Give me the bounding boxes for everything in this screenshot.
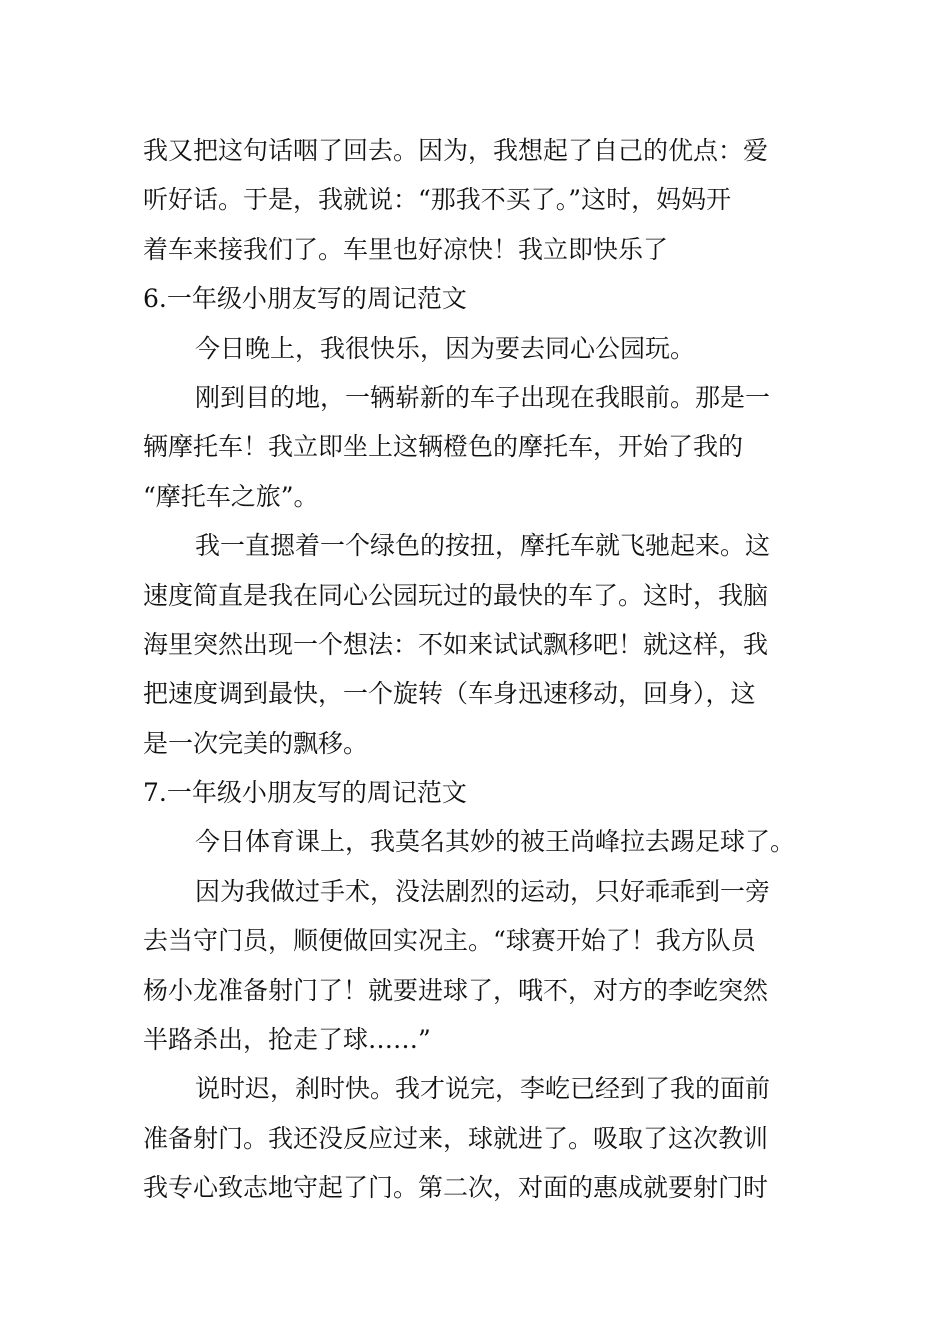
text-line: 说时迟，刹时快。我才说完，李屹已经到了我的面前 bbox=[195, 1074, 771, 1104]
text-line: 我一直摁着一个绿色的按扭，摩托车就飞驰起来。这 bbox=[195, 531, 771, 561]
text-line: 着车来接我们了。车里也好凉快！我立即快乐了 bbox=[143, 234, 669, 264]
text-line: 今日晚上，我很快乐，因为要去同心公园玩。 bbox=[195, 333, 696, 363]
text-line: 速度简直是我在同心公园玩过的最快的车了。这时，我脑 bbox=[143, 580, 769, 610]
document-page bbox=[143, 126, 807, 1213]
text-line: 刚到目的地，一辆崭新的车子出现在我眼前。那是一 bbox=[195, 382, 771, 412]
text-line: “摩托车之旅”。 bbox=[143, 481, 319, 511]
text-line: 杨小龙准备射门了！就要进球了，哦不，对方的李屹突然 bbox=[143, 975, 769, 1005]
text-line: 辆摩托车！我立即坐上这辆橙色的摩托车，开始了我的 bbox=[143, 432, 744, 462]
text-line: 把速度调到最快，一个旋转（车身迅速移动，回身），这 bbox=[143, 679, 756, 709]
text-line: 去当守门员，顺便做回实况主。“球赛开始了！我方队员 bbox=[143, 926, 756, 956]
text-line: 今日体育课上，我莫名其妙的被王尚峰拉去踢足球了。 bbox=[195, 827, 796, 857]
text-line: 我又把这句话咽了回去。因为，我想起了自己的优点：爱 bbox=[143, 136, 769, 165]
text-line: 准备射门。我还没反应过来，球就进了。吸取了这次教训 bbox=[143, 1123, 769, 1153]
text-line: 听好话。于是，我就说：“那我不买了。”这时，妈妈开 bbox=[143, 185, 732, 215]
text-line: 我专心致志地守起了门。第二次，对面的惠成就要射门时 bbox=[143, 1173, 769, 1203]
text-line: 因为我做过手术，没法剧烈的运动，只好乖乖到一旁 bbox=[195, 876, 771, 906]
text-line: 半路杀出，抢走了球……” bbox=[143, 1025, 431, 1055]
text-line: 海里突然出现一个想法：不如来试试飘移吧！就这样，我 bbox=[143, 629, 769, 659]
section-heading-7: 7.一年级小朋友写的周记范文 bbox=[143, 778, 467, 808]
text-line: 是一次完美的飘移。 bbox=[143, 728, 369, 758]
section-heading-6: 6.一年级小朋友写的周记范文 bbox=[143, 284, 467, 314]
